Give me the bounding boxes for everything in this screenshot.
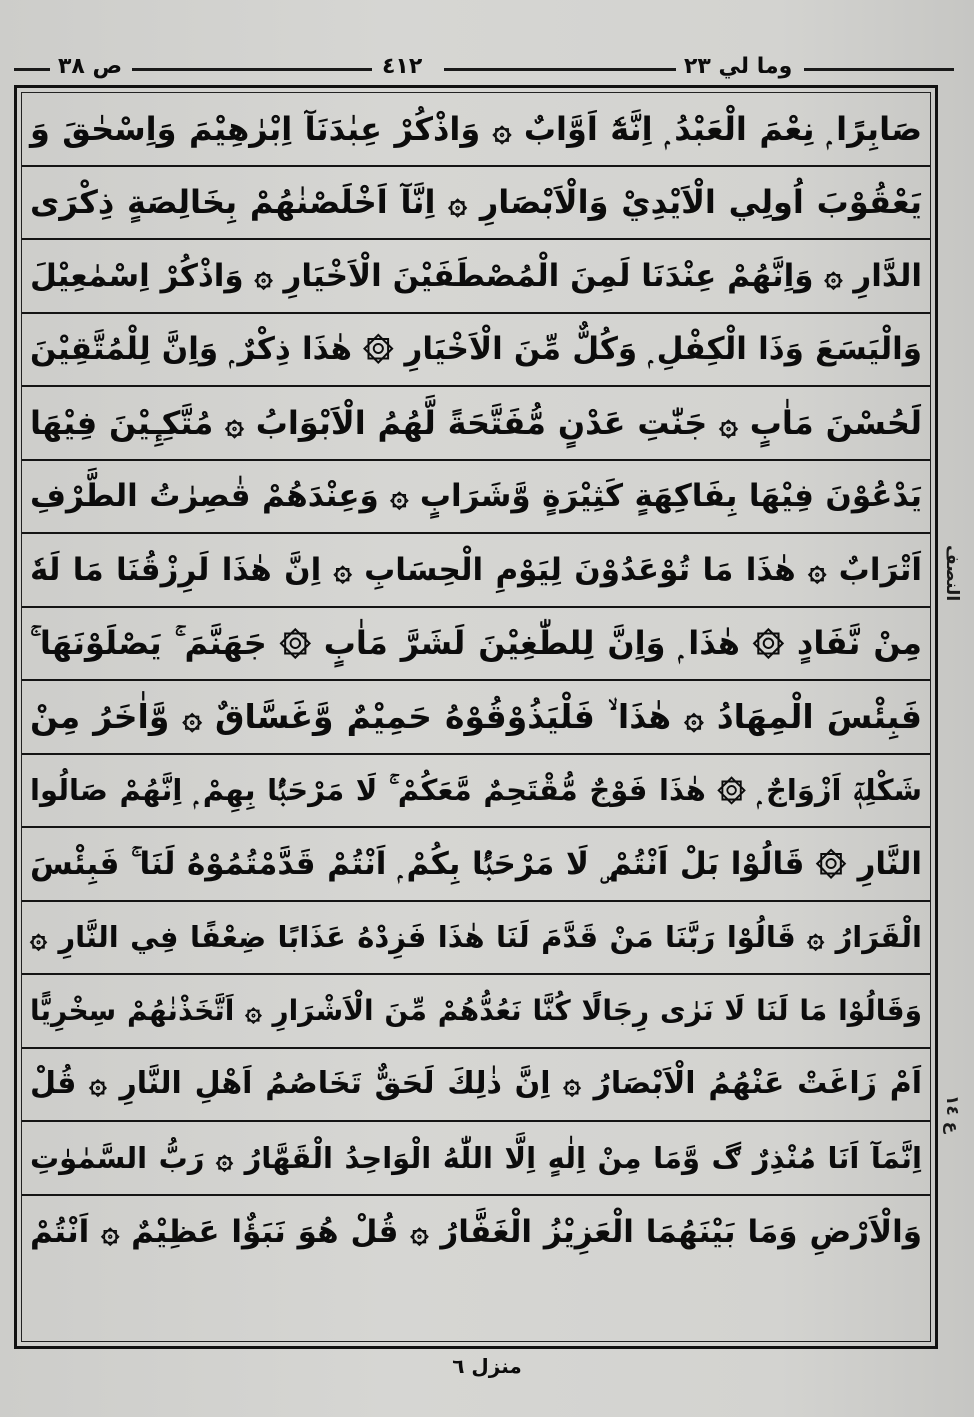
verse-text: وَقَالُوْا مَا لَنَا لَا نَرٰى رِجَالًا كُنَّا نَعُدُّهُمْ مِّنَ الْاَشْرَارِ ۞ اَتَّخَذْنٰهُمْ سِخْرِيًّا [30,993,922,1027]
verse-text: وَالْاَرْضِ وَمَا بَيْنَهُمَا الْعَزِيْزُ الْغَفَّارُ ۞ قُلْ هُوَ نَبَؤٌا عَظِيْمٌ ۞ اَنْتُمْ [30,1214,922,1251]
verse-text: لَحُسْنَ مَاٰبٍ ۞ جَنّٰتِ عَدْنٍ مُّفَتَّحَةً لَّهُمُ الْاَبْوَابُ ۞ مُتَّكِـِٕيْنَ فِيْهَا [30,403,922,442]
header-rule-left [14,68,50,71]
text-line [22,1196,930,1270]
verse-text: اِنَّمَآ اَنَا مُنْذِرٌ ڰ وَّمَا مِنْ اِلٰهٍ اِلَّا اللّٰهُ الْوَاحِدُ الْقَهَّارُ ۞ رَبُّ السَّمٰوٰتِ [30,1140,922,1175]
verse-text: وَالْيَسَعَ وَذَا الْكِفْلِ ۭ وَكُلٌّ مِّنَ الْاَخْيَارِ ۞ هٰذَا ذِكْرٌ ۭ وَاِنَّ لِلْمُتَّقِيْنَ [30,331,922,368]
surah-label: ص ٣٨ [58,54,123,79]
text-line [22,167,930,241]
text-line [22,828,930,902]
text-line [22,681,930,755]
text-lines [21,92,931,1342]
text-line [22,755,930,829]
verse-text: الدَّارِ ۞ وَاِنَّهُمْ عِنْدَنَا لَمِنَ الْمُصْطَفَيْنَ الْاَخْيَارِ ۞ وَاذْكُرْ اِسْمٰعِيْلَ [30,257,922,294]
verse-text: اَتْرَابٌ ۞ هٰذَا مَا تُوْعَدُوْنَ لِيَوْمِ الْحِسَابِ ۞ اِنَّ هٰذَا لَرِزْقُنَا مَا لَهٗ [30,551,922,588]
verse-text: صَابِرًا ۭ نِعْمَ الْعَبْدُ ۭ اِنَّهٗٓ اَوَّابٌ ۞ وَاذْكُرْ عِبٰدَنَآ اِبْرٰهِيْمَ وَاِسْحٰقَ وَ [30,109,922,148]
verse-text: النَّارِ ۞ قَالُوْا بَلْ اَنْتُمْ ۣ لَا مَرْحَبًۢا بِكُمْ ۭ اَنْتُمْ قَدَّمْتُمُوْهُ لَنَا ۚ فَبِئْسَ [30,845,922,882]
text-line [22,902,930,976]
verse-text: مِنْ نَّفَادٍ ۞ هٰذَا ۭ وَاِنَّ لِلطّٰغِيْنَ لَشَرَّ مَاٰبٍ ۞ جَهَنَّمَ ۚ يَصْلَوْنَهَا ۚ [30,624,922,663]
verse-text: شَكْلِهٖٓ اَزْوَاجٌ ۭ ۞ هٰذَا فَوْجٌ مُّقْتَحِمٌ مَّعَكُمْ ۚ لَا مَرْحَبًۢا بِهِمْ ۭ اِنَّهُمْ صَالُوا [30,773,922,808]
text-frame [14,85,938,1349]
page-header [14,52,954,86]
verse-text: اَمْ زَاغَتْ عَنْهُمُ الْاَبْصَارُ ۞ اِنَّ ذٰلِكَ لَحَقٌّ تَخَاصُمُ اَهْلِ النَّارِ ۞ قُلْ [30,1066,922,1102]
text-line [22,240,930,314]
text-line [22,93,930,167]
text-line [22,387,930,461]
verse-text: الْقَرَارُ ۞ قَالُوْا رَبَّنَا مَنْ قَدَّمَ لَنَا هٰذَا فَزِدْهُ عَذَابًا ضِعْفًا فِي النَّارِ ۞ [30,920,922,955]
text-line [22,314,930,388]
text-line [22,1049,930,1123]
text-line [22,461,930,535]
text-line [22,534,930,608]
page-number: ٤١٢ [382,54,423,79]
text-line [22,1122,930,1196]
header-rule-right-mid [444,68,676,71]
para-label: وما لي ٢٣ [684,54,793,79]
manzil-label: منزل ٦ [452,1354,522,1378]
verse-text: يَدْعُوْنَ فِيْهَا بِفَاكِهَةٍ كَثِيْرَةٍ وَّشَرَابٍ ۞ وَعِنْدَهُمْ قٰصِرٰتُ الطَّرْفِ [30,478,922,515]
verse-text: يَعْقُوْبَ اُولِي الْاَيْدِيْ وَالْاَبْصَارِ ۞ اِنَّآ اَخْلَصْنٰهُمْ بِخَالِصَةٍ ذِكْرَى [30,183,922,222]
page-footer [0,1352,974,1382]
text-line [22,975,930,1049]
margin-note-nisf: النصف [942,545,962,602]
header-rule-left-mid [132,68,372,71]
margin-note-ruku: ع ١٤ [942,1095,962,1134]
header-rule-right [804,68,954,71]
verse-text: فَبِئْسَ الْمِهَادُ ۞ هٰذَا ۙ فَلْيَذُوْقُوْهُ حَمِيْمٌ وَّغَسَّاقٌ ۞ وَّاٰخَرُ مِنْ [30,696,922,736]
text-line [22,608,930,682]
